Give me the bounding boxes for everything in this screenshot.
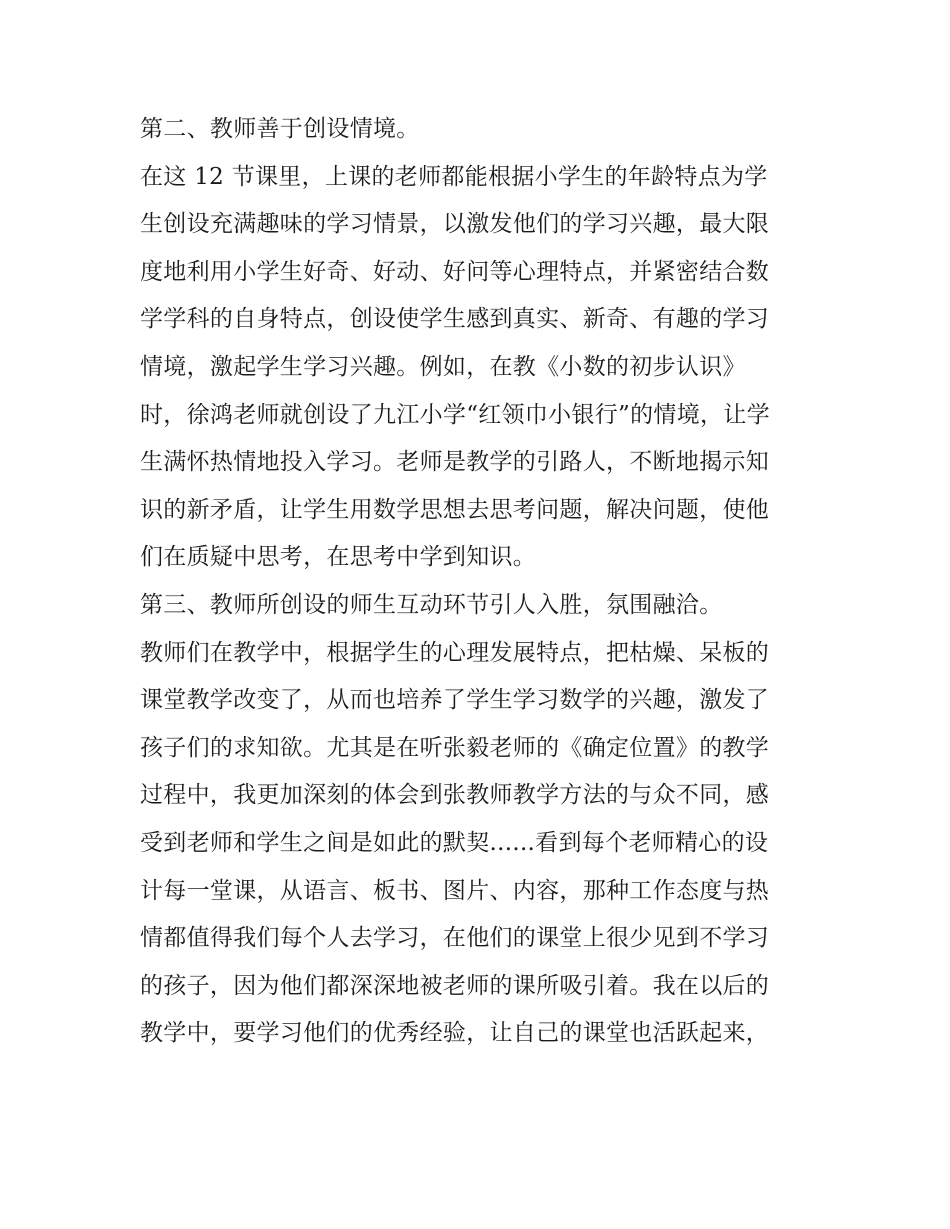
paragraph-line: 教学中，要学习他们的优秀经验，让自己的课堂也活跃起来，	[140, 1020, 770, 1047]
paragraph-line: 教师们在教学中，根据学生的心理发展特点，把枯燥、呆板的	[140, 639, 770, 666]
paragraph-line: 情境，激起学生学习兴趣。例如，在教《小数的初步认识》	[140, 353, 746, 380]
paragraph-line: 们在质疑中思考，在思考中学到知识。	[140, 544, 537, 571]
paragraph-line: 生满怀热情地投入学习。老师是教学的引路人，不断地揭示知	[140, 449, 770, 476]
paragraph-line: 生创设充满趣味的学习情景，以激发他们的学习兴趣，最大限	[140, 211, 770, 238]
paragraph-line: 计每一堂课，从语言、板书、图片、内容，那种工作态度与热	[140, 877, 770, 904]
paragraph-line: 受到老师和学生之间是如此的默契......看到每个老师精心的设	[140, 829, 769, 856]
paragraph-line: 情都值得我们每个人去学习，在他们的课堂上很少见到不学习	[140, 925, 770, 952]
paragraph-line: 识的新矛盾，让学生用数学思想去思考问题，解决问题，使他	[140, 496, 770, 523]
paragraph-line: 课堂教学改变了，从而也培养了学生学习数学的兴趣，激发了	[140, 687, 770, 714]
heading-second-point: 第二、教师善于创设情境。	[140, 116, 420, 142]
paragraph-line: 的孩子，因为他们都深深地被老师的课所吸引着。我在以后的	[140, 972, 770, 999]
paragraph-line: 在这 12 节课里，上课的老师都能根据小学生的年龄特点为学	[140, 163, 768, 190]
document-body	[140, 106, 820, 1058]
paragraph-line: 度地利用小学生好奇、好动、好问等心理特点，并紧密结合数	[140, 258, 770, 285]
heading-third-point: 第三、教师所创设的师生互动环节引人入胜，氛围融洽。	[140, 591, 723, 618]
paragraph-line: 时，徐鸿老师就创设了九江小学“红领巾小银行”的情境，让学	[140, 401, 770, 428]
paragraph-line: 学学科的自身特点，创设使学生感到真实、新奇、有趣的学习	[140, 306, 770, 333]
paragraph-line: 过程中，我更加深刻的体会到张教师教学方法的与众不同，感	[140, 782, 770, 809]
paragraph-line: 孩子们的求知欲。尤其是在听张毅老师的《确定位置》的教学	[140, 734, 770, 761]
